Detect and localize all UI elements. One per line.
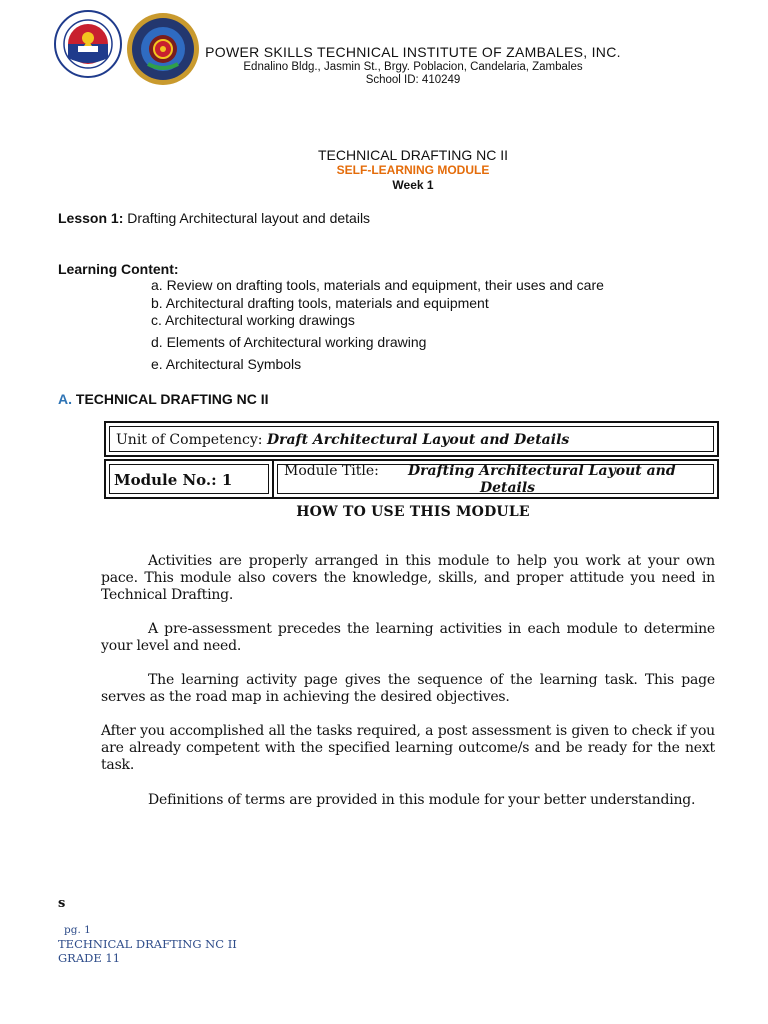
learning-content-label: Learning Content:: [58, 261, 179, 277]
module-number: Module No.: 1: [114, 471, 233, 489]
section-a-heading: [58, 391, 269, 407]
footer-course: TECHNICAL DRAFTING NC II: [58, 937, 237, 951]
lesson-label: Lesson 1:: [58, 210, 124, 226]
learning-content-item: e. Architectural Symbols: [151, 356, 302, 372]
module-title-line1: Drafting Architectural Layout and: [408, 463, 676, 479]
module-type: SELF-LEARNING MODULE: [336, 163, 490, 177]
section-a-title: TECHNICAL DRAFTING NC II: [75, 391, 269, 407]
how-to-paragraph: A pre-assessment precedes the learning activities in each module to determine your level and need.: [101, 621, 715, 654]
course-title: TECHNICAL DRAFTING NC II: [317, 147, 509, 163]
how-to-paragraph: Activities are properly arranged in this module to help you work at your own pace. This module also covers the knowledge, skills, and proper attitude you need in Technical Drafting.: [101, 553, 715, 603]
how-to-heading: HOW TO USE THIS MODULE: [296, 504, 530, 520]
module-title-label: Module Title:: [284, 463, 379, 479]
unit-of-competency-row: [104, 421, 719, 457]
section-a-letter: A.: [58, 391, 72, 407]
school-name: POWER SKILLS TECHNICAL INSTITUTE OF ZAMBALES, INC.: [205, 44, 621, 60]
how-to-paragraph: Definitions of terms are provided in this module for your better understanding.: [148, 792, 696, 808]
learning-content-item: a. Review on drafting tools, materials and equipment, their uses and care: [151, 277, 604, 293]
how-to-paragraph: The learning activity page gives the sequence of the learning task. This page serves as the road map in achieving the desired objectives.: [101, 672, 715, 705]
module-number-cell: [104, 459, 274, 499]
learning-content-item: c. Architectural working drawings: [151, 312, 355, 328]
week-label: Week 1: [392, 178, 434, 192]
footer-page-number: pg. 1: [64, 924, 91, 936]
lesson-title: Drafting Architectural layout and details: [127, 210, 371, 226]
lesson-line: [58, 210, 370, 226]
unit-value: Draft Architectural Layout and Details: [266, 432, 570, 448]
footer-grade: GRADE 11: [58, 951, 121, 965]
how-to-paragraph: After you accomplished all the tasks required, a post assessment is given to check if you are already competent with the specified learning outcome/s and be ready for the next task.: [101, 723, 715, 773]
module-title-cell: [272, 459, 719, 499]
learning-content-item: d. Elements of Architectural working drawing: [151, 334, 427, 350]
learning-content-item: b. Architectural drafting tools, materials and equipment: [151, 295, 489, 311]
stray-mark: s: [58, 896, 66, 911]
school-id: School ID: 410249: [365, 74, 461, 86]
module-title-line2: Details: [479, 480, 536, 496]
school-address: Ednalino Bldg., Jasmin St., Brgy. Poblacion, Candelaria, Zambales: [243, 61, 583, 73]
unit-label: Unit of Competency:: [116, 432, 263, 448]
